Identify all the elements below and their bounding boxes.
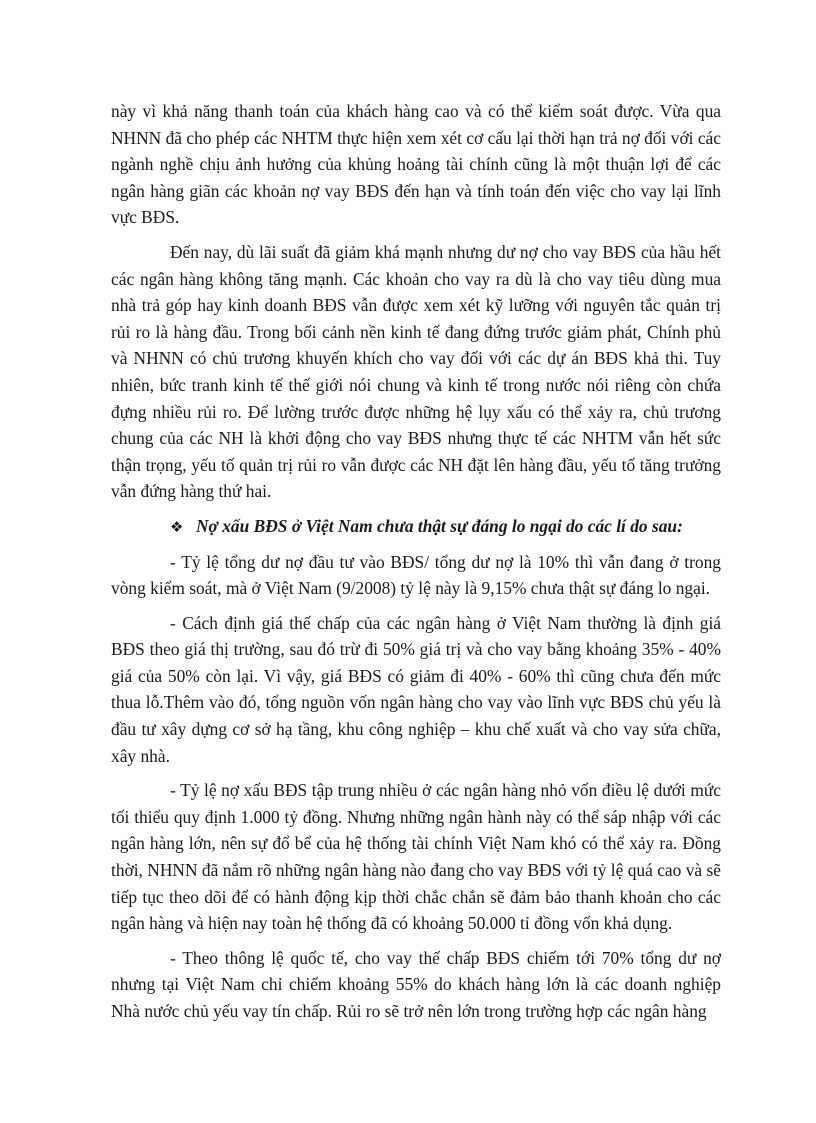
paragraph-lending-overview: Đến nay, dù lãi suất đã giảm khá mạnh nhưng dư nợ cho vay BĐS của hầu hết các ngân hàng không tăng mạnh. Các khoản cho vay ra dù là cho vay tiêu dùng mua nhà trả góp hay kinh doanh BĐS vẫn được xem xét kỹ lưỡng với nguyên tắc quản trị rủi ro là hàng đầu. Trong bối cảnh nền kinh tế đang đứng trước giảm phát, Chính phủ và NHNN có chủ trương khuyến khích cho vay đối với các dự án BĐS khả thi. Tuy nhiên, bức tranh kinh tế thế giới nói chung và kinh tế trong nước nói riêng còn chứa đựng nhiều rủi ro. Để lường trước được những hệ lụy xấu có thể xảy ra, chủ trương chung của các NH là khởi động cho vay BĐS nhưng thực tế các NHTM vẫn hết sức thận trọng, yếu tố quản trị rủi ro vẫn được các NH đặt lên hàng đầu, yếu tố tăng trưởng vẫn đứng hàng thứ hai. [111, 241, 721, 502]
section-heading [111, 513, 721, 541]
document-page [111, 98, 721, 1033]
paragraph-continuation: này vì khả năng thanh toán của khách hàng cao và có thể kiểm soát được. Vừa qua NHNN đã cho phép các NHTM thực hiện xem xét cơ cấu lại thời hạn trả nợ đối với các ngành nghề chịu ảnh hưởng của khủng hoảng tài chính cũng là một thuận lợi để các ngân hàng giãn các khoản nợ vay BĐS đến hạn và tính toán đến việc cho vay lại lĩnh vực BĐS. [111, 101, 721, 228]
diamond-bullet-icon: ❖ [170, 517, 184, 536]
paragraph-reason-3: - Tỷ lệ nợ xấu BĐS tập trung nhiều ở các ngân hàng nhỏ vốn điều lệ dưới mức tối thiểu quy định 1.000 tỷ đồng. Nhưng những ngân hành này có thể sáp nhập với các ngân hàng lớn, nên sự đổ bể của hệ thống tài chính Việt Nam khó có thể xảy ra. Đồng thời, NHNN đã nắm rõ những ngân hàng nào đang cho vay BĐS với tỷ lệ quá cao và sẽ tiếp tục theo dõi để có hành động kịp thời chắc chắn sẽ đảm bảo thanh khoản cho các ngân hàng và hiện nay toàn hệ thống đã có khoảng 50.000 tỉ đồng vốn khả dụng. [111, 780, 721, 934]
paragraph-reason-4: - Theo thông lệ quốc tế, cho vay thế chấp BĐS chiếm tới 70% tổng dư nợ nhưng tại Việt Nam chỉ chiếm khoảng 55% do khách hàng lớn là các doanh nghiệp Nhà nước chủ yếu vay tín chấp. Rủi ro sẽ trở nên lớn trong trường hợp các ngân hàng [111, 947, 721, 1021]
paragraph-reason-2: - Cách định giá thế chấp của các ngân hàng ở Việt Nam thường là định giá BĐS theo giá thị trường, sau đó trừ đi 50% giá trị và cho vay bằng khoảng 35% - 40% giá của 50% còn lại. Vì vậy, giá BĐS có giảm đi 40% - 60% thì cũng chưa đến mức thua lỗ.Thêm vào đó, tổng nguồn vốn ngân hàng cho vay vào lĩnh vực BĐS chủ yếu là đầu tư xây dựng cơ sở hạ tầng, khu công nghiệp – khu chế xuất và cho vay sửa chữa, xây nhà. [111, 612, 721, 766]
paragraph-reason-1: - Tỷ lệ tổng dư nợ đầu tư vào BĐS/ tổng dư nợ là 10% thì vẫn đang ở trong vòng kiểm soát, mà ở Việt Nam (9/2008) tỷ lệ này là 9,15% chưa thật sự đáng lo ngại. [111, 551, 721, 599]
section-heading-text: Nợ xấu BĐS ở Việt Nam chưa thật sự đáng lo ngại do các lí do sau: [196, 515, 683, 536]
